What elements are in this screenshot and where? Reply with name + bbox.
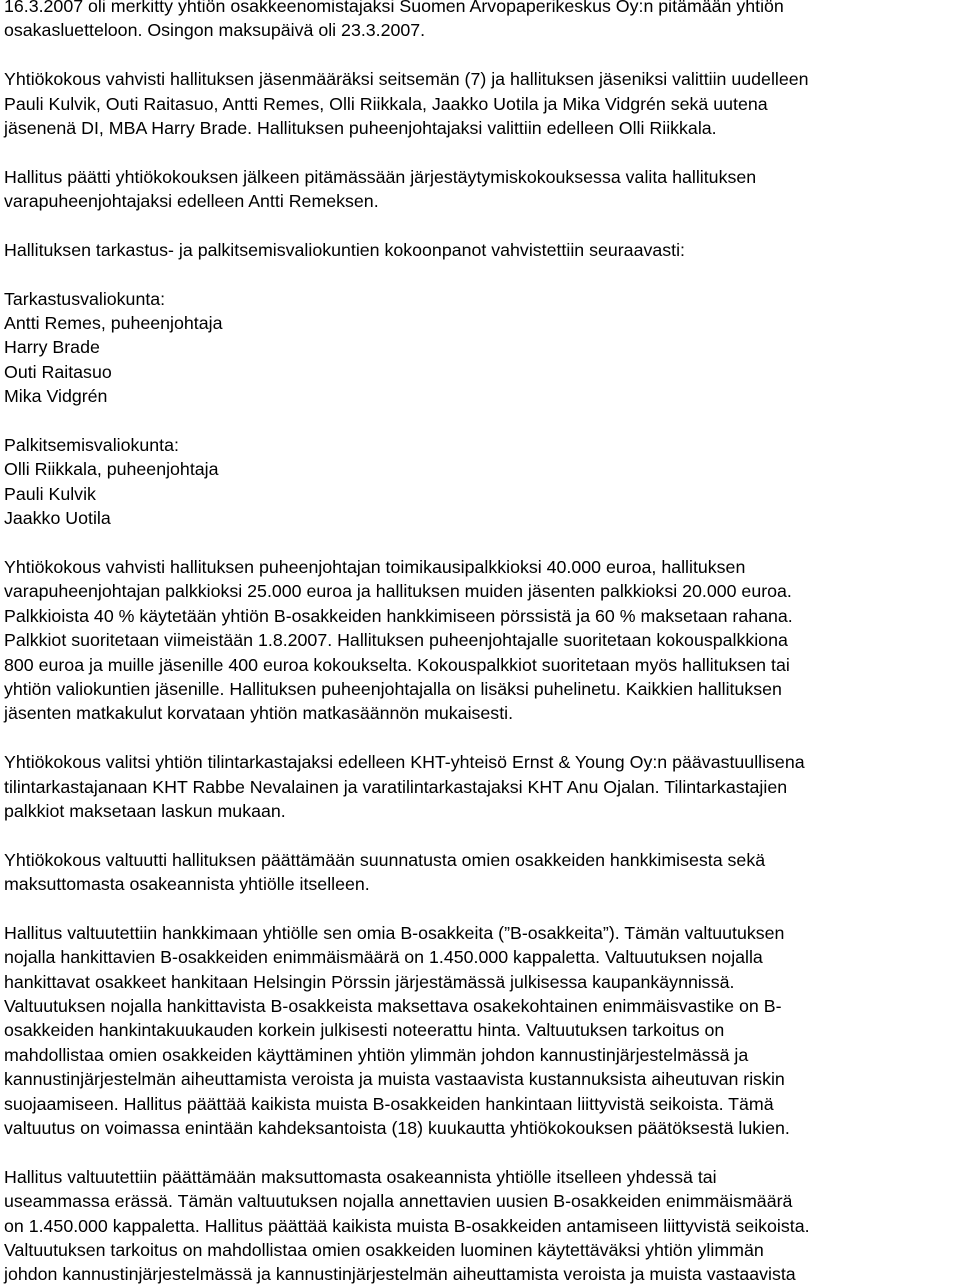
text-line: Outi Raitasuo	[4, 361, 112, 382]
paragraph-share-issue-authorization	[4, 1165, 958, 1287]
text-line: Palkkioista 40 % käytetään yhtiön B-osakkeiden hankkimiseen pörssistä ja 60 % maksetaan rahana.	[4, 605, 793, 626]
document-page	[4, 0, 958, 1287]
text-line: osakkeiden hankintakuukauden korkein julkisesti noteerattu hinta. Valtuutuksen tarkoitus on	[4, 1020, 725, 1041]
paragraph-spacer	[4, 531, 958, 555]
text-line: Hallitus päätti yhtiökokouksen jälkeen pitämässään järjestäytymiskokouksessa valita hallituksen	[4, 166, 757, 187]
paragraph-board-fees	[4, 555, 958, 726]
text-line: Palkkiot suoritetaan viimeistään 1.8.2007. Hallituksen puheenjohtajalle suoritetaan kokouspalkkiona	[4, 630, 788, 651]
text-line: kannustinjärjestelmän aiheuttamista veroista ja muista vastaavista kustannuksista aiheutuvan riskin	[4, 1069, 785, 1090]
paragraph-spacer	[4, 140, 958, 164]
text-line: Hallituksen tarkastus- ja palkitsemisvaliokuntien kokoonpanot vahvistettiin seuraavasti:	[4, 239, 685, 260]
paragraph-spacer	[4, 726, 958, 750]
text-line: suojaamiseen. Hallitus päättää kaikista muista B-osakkeiden hankintaan liittyvistä seikoista. Tämä	[4, 1093, 774, 1114]
text-line: Hallitus valtuutettiin päättämään maksuttomasta osakeannista yhtiölle itselleen yhdessä tai	[4, 1166, 717, 1187]
paragraph-spacer	[4, 262, 958, 286]
text-line: mahdollistaa omien osakkeiden käyttäminen yhtiön ylimmän johdon kannustinjärjestelmässä ja	[4, 1044, 749, 1065]
text-line: johdon kannustinjärjestelmässä ja kannustinjärjestelmän aiheuttamista veroista ja muista vastaavista	[4, 1264, 796, 1285]
paragraph-auditors	[4, 750, 958, 823]
text-line: hankittavat osakkeet hankitaan Helsingin Pörssin järjestämässä julkisessa kaupankäynnissä.	[4, 971, 735, 992]
text-line: Hallitus valtuutettiin hankkimaan yhtiölle sen omia B-osakkeita (”B-osakkeita”). Tämän valtuutuksen	[4, 922, 785, 943]
paragraph-audit-committee	[4, 287, 958, 409]
text-line: Antti Remes, puheenjohtaja	[4, 313, 223, 334]
text-line: palkkiot maksetaan laskun mukaan.	[4, 800, 286, 821]
text-line: varapuheenjohtajan palkkioksi 25.000 euroa ja hallituksen muiden jäsenten palkkioksi 20.000 euroa.	[4, 581, 792, 602]
text-line: maksuttomasta osakeannista yhtiölle itselleen.	[4, 874, 370, 895]
text-line: Olli Riikkala, puheenjohtaja	[4, 459, 219, 480]
text-line: 800 euroa ja muille jäsenille 400 euroa kokoukselta. Kokouspalkkiot suoritetaan myös hallituksen tai	[4, 654, 790, 675]
paragraph-spacer	[4, 823, 958, 847]
text-line: osakasluetteloon. Osingon maksupäivä oli 23.3.2007.	[4, 20, 426, 41]
text-line: on 1.450.000 kappaletta. Hallitus päättää kaikista muista B-osakkeiden antamiseen liittyvistä seikoista.	[4, 1215, 810, 1236]
text-line: 16.3.2007 oli merkitty yhtiön osakkeenomistajaksi Suomen Arvopaperikeskus Oy:n pitämään yhtiön	[4, 0, 784, 16]
paragraph-vice-chair	[4, 165, 958, 214]
text-line: Yhtiökokous valitsi yhtiön tilintarkastajaksi edelleen KHT-yhteisö Ernst & Young Oy:n päävastuullisena	[4, 752, 805, 773]
text-line: Palkitsemisvaliokunta:	[4, 435, 179, 456]
paragraph-share-authorization-intro	[4, 848, 958, 897]
text-line: Valtuutuksen nojalla hankittavista B-osakkeista maksettava osakekohtainen enimmäisvastike on B-	[4, 996, 782, 1017]
paragraph-remuneration-committee	[4, 433, 958, 531]
paragraph-spacer	[4, 409, 958, 433]
text-line: nojalla hankittavien B-osakkeiden enimmäismäärä on 1.450.000 kappaletta. Valtuutuksen nojalla	[4, 947, 763, 968]
paragraph-spacer	[4, 1140, 958, 1164]
text-line: Yhtiökokous vahvisti hallituksen jäsenmääräksi seitsemän (7) ja hallituksen jäseniksi valittiin uudelleen	[4, 69, 809, 90]
text-line: Yhtiökokous vahvisti hallituksen puheenjohtajan toimikausipalkkioksi 40.000 euroa, hallituksen	[4, 556, 746, 577]
text-line: yhtiön valiokuntien jäsenille. Hallituksen puheenjohtajalla on lisäksi puhelinetu. Kaikkien hallituksen	[4, 678, 782, 699]
text-line: jäsenenä DI, MBA Harry Brade. Hallituksen puheenjohtajaksi valittiin edelleen Olli Riikkala.	[4, 117, 717, 138]
text-line: Yhtiökokous valtuutti hallituksen päättämään suunnatusta omien osakkeiden hankkimisesta sekä	[4, 849, 766, 870]
paragraph-repurchase-authorization	[4, 921, 958, 1141]
paragraph-spacer	[4, 214, 958, 238]
paragraph-spacer	[4, 896, 958, 920]
paragraph-board-election	[4, 67, 958, 140]
text-line: Pauli Kulvik, Outi Raitasuo, Antti Remes, Olli Riikkala, Jaakko Uotila ja Mika Vidgrén sekä uutena	[4, 93, 768, 114]
text-line: Jaakko Uotila	[4, 508, 111, 529]
paragraph-spacer	[4, 43, 958, 67]
text-line: Valtuutuksen tarkoitus on mahdollistaa omien osakkeiden luominen käytettäväksi yhtiön ylimmän	[4, 1239, 764, 1260]
text-line: tilintarkastajanaan KHT Rabbe Nevalainen ja varatilintarkastajaksi KHT Anu Ojalan. Tilintarkastajien	[4, 776, 788, 797]
text-line: Tarkastusvaliokunta:	[4, 288, 166, 309]
text-line: useammassa erässä. Tämän valtuutuksen nojalla annettavien uusien B-osakkeiden enimmäismäärä	[4, 1191, 793, 1212]
paragraph-committees-intro	[4, 238, 958, 262]
text-line: valtuutus on voimassa enintään kahdeksantoista (18) kuukautta yhtiökokouksen päätöksestä lukien.	[4, 1117, 790, 1138]
paragraph-registration	[4, 0, 958, 43]
text-line: jäsenten matkakulut korvataan yhtiön matkasäännön mukaisesti.	[4, 703, 514, 724]
text-line: Mika Vidgrén	[4, 386, 108, 407]
text-line: Harry Brade	[4, 337, 100, 358]
text-line: varapuheenjohtajaksi edelleen Antti Remeksen.	[4, 191, 379, 212]
text-line: Pauli Kulvik	[4, 483, 96, 504]
